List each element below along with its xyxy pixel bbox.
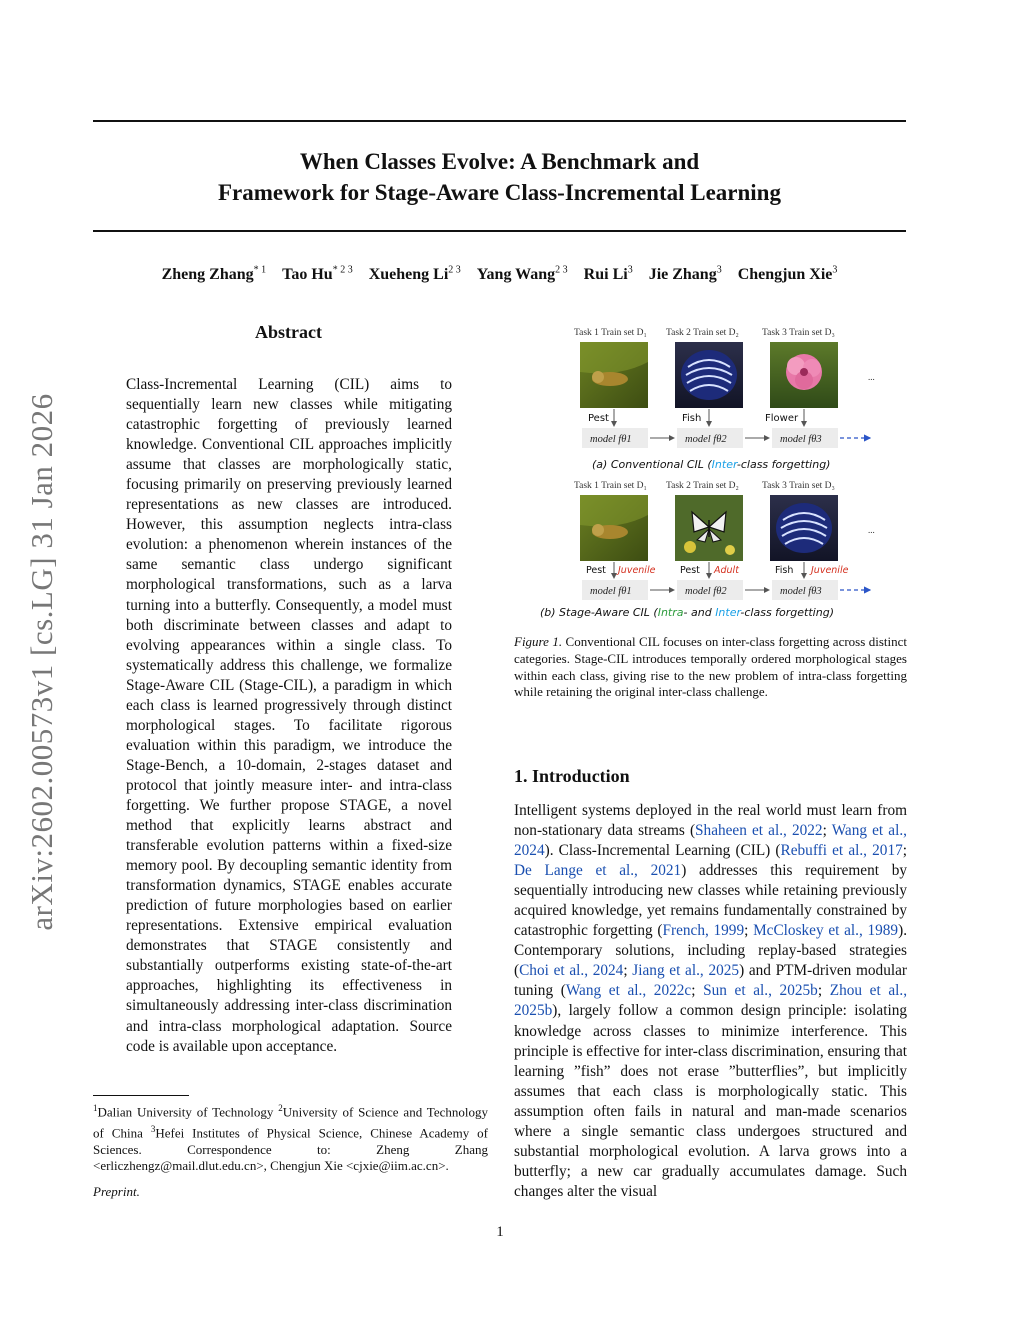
author-list bbox=[93, 265, 906, 284]
pest-larva-image bbox=[580, 342, 648, 408]
author: Jie Zhang$^3$ bbox=[648, 265, 722, 284]
model-label-b1: model fθ1 bbox=[590, 586, 632, 597]
author: Tao $Hu^{* 2 3}$ bbox=[282, 265, 353, 284]
stage-juvenile-b1: Juvenile bbox=[618, 565, 656, 576]
task2-header-b: Task 2 Train set D₂ bbox=[666, 481, 739, 491]
citation-link[interactable]: McCloskey et al., 1989 bbox=[753, 922, 899, 940]
ellipsis-b: ... bbox=[868, 525, 875, 535]
subcaption-a: (a) Conventional CIL (Inter-class forgetting) bbox=[592, 458, 831, 471]
figure-1-caption: Figure 1. Conventional CIL focuses on inter-class forgetting across distinct categories. Stage-CIL introduces temporally ordered morphological stages within each class, giving rise to the new problem of intra-class forgetting while retaining the original inter-class challenge. bbox=[514, 634, 908, 700]
abstract-body: Class-Incremental Learning (CIL) aims to sequentially learn new classes while mitigating catastrophic forgetting of previously learned knowledge. Conventional CIL approaches implicitly assume that classes are morphologically static, focusing primarily on preserving previously learned representations as new classes are introduced. However, this assumption neglects intra-class evolution: a phenomenon wherein instances of the same semantic class undergo significant morphological transformations, such as a larva turning into a butterfly. Consequently, a model must both discriminate between classes and adapt to evolving appearances within a single class. To systematically address this challenge, we formalize Stage-Aware CIL (Stage-CIL), a paradigm in which each class is learned progressively through distinct morphological stages. To facilitate rigorous evaluation within this paradigm, we introduce the Stage-Bench, a 10-domain, 2-stages dataset and protocol that jointly measure inter- and intra-class forgetting. We further propose STAGE, a novel method that explicitly learns abstract and transferable evolution patterns within a fixed-size memory pool. By decoupling semantic identity from transformation dynamics, STAGE enables accurate prediction of future morphologies based on earlier representations. Extensive empirical evaluation demonstrates that STAGE consistently and substantially outperforms existing state-of-the-art approaches, highlighting its effectiveness in simultaneously addressing inter-class discrimination and intra-class morphological adaptation. Source code is available upon acceptance. bbox=[126, 376, 452, 1055]
butterfly-image bbox=[675, 495, 743, 561]
label-fish-b3: Fish bbox=[775, 565, 794, 576]
fish-image-b bbox=[770, 495, 838, 561]
citation-link[interactable]: Zhou et al., 2025b bbox=[514, 982, 908, 1020]
author: Chengjun Xie$^3$ bbox=[737, 265, 838, 284]
task3-header-b: Task 3 Train set D₃ bbox=[762, 481, 835, 491]
model-label-b3: model fθ3 bbox=[780, 586, 822, 597]
citation-link[interactable]: Wang et al., 2024 bbox=[514, 822, 907, 860]
citation-link[interactable]: Jiang et al., 2025 bbox=[632, 962, 740, 980]
pest-larva-image-b bbox=[580, 495, 648, 561]
title-bottom-rule bbox=[93, 230, 906, 232]
label-flower-a: Flower bbox=[765, 413, 799, 424]
label-fish-a: Fish bbox=[682, 413, 702, 424]
title-line-2: Framework for Stage-Aware Class-Incremental Learning bbox=[218, 180, 781, 205]
fish-image bbox=[675, 342, 743, 408]
preprint-label: Preprint. bbox=[93, 1184, 140, 1199]
citation-link[interactable]: French, 1999 bbox=[662, 922, 745, 940]
citation-link[interactable]: Sun et al., 2025b bbox=[703, 982, 818, 1000]
author: Rui Li$^3$ bbox=[583, 265, 633, 284]
citation-link[interactable]: Choi et al., 2024 bbox=[519, 962, 624, 980]
model-label-a3: model fθ3 bbox=[780, 434, 822, 445]
task1-header-a: Task 1 Train set D₁ bbox=[574, 328, 647, 338]
task3-header-a: Task 3 Train set D₃ bbox=[762, 328, 835, 338]
paper-title bbox=[93, 146, 906, 208]
task1-header-b: Task 1 Train set D₁ bbox=[574, 481, 647, 491]
author: Yang Wang$^{2 3}$ bbox=[476, 265, 568, 284]
arxiv-sidebar-id: arXiv:2602.00573v1 [cs.LG] 31 Jan 2026 bbox=[24, 393, 59, 931]
stage-juvenile-b3: Juvenile bbox=[811, 565, 849, 576]
introduction-body: Intelligent systems deployed in the real world must learn from non-stationary data streams (Shaheen et al., 2022; Wang et al., 2024). Class-Incremental Learning (CIL) (Rebuffi et al., 2017; De Lange et al., 2021) addresses this requirement by sequentially introducing new classes while retaining previously acquired knowledge, yet remains fundamentally constrained by catastrophic forgetting (French, 1999; McCloskey et al., 1989). Contemporary solutions, including replay-based strategies (Choi et al., 2024; Jiang et al., 2025) and PTM-driven modular tuning (Wang et al., 2022c; Sun et al., 2025b; Zhou et al., 2025b), largely follow a common design principle: isolating knowledge across classes to minimize interference. This principle is effective for inter-class discrimination, ensuring that learning ”fish” does not erase ”butterflies”, but implicitly assumes that each class is morphologically static. This assumption often fails in natural and man-made scenarios where a single semantic class undergoes structured and substantial morphological evolution. A larva grows into a butterfly; a new car gradually accumulates damage. Such changes alter the visual bbox=[514, 802, 908, 1200]
title-line-1: When Classes Evolve: A Benchmark and bbox=[299, 149, 700, 174]
stage-adult-b2: Adult bbox=[714, 565, 739, 576]
page-number: 1 bbox=[496, 1224, 504, 1240]
citation-link[interactable]: Shaheen et al., 2022 bbox=[695, 822, 823, 840]
citation-link[interactable]: Rebuffi et al., 2017 bbox=[780, 842, 903, 860]
model-label-a2: model fθ2 bbox=[685, 434, 727, 445]
model-label-b2: model fθ2 bbox=[685, 586, 727, 597]
model-label-a1: model fθ1 bbox=[590, 434, 632, 445]
flower-image bbox=[770, 342, 838, 408]
top-rule bbox=[93, 120, 906, 122]
subcaption-b: (b) Stage-Aware CIL (Intra- and Inter-class forgetting) bbox=[540, 606, 834, 619]
citation-link[interactable]: Wang et al., 2022c bbox=[565, 982, 692, 1000]
figure-1 bbox=[540, 322, 890, 627]
ellipsis-a: ... bbox=[868, 372, 875, 382]
author: Xueheng $Li^{2 3}$ bbox=[368, 265, 461, 284]
introduction-heading: 1. Introduction bbox=[514, 766, 630, 786]
citation-link[interactable]: De Lange et al., 2021 bbox=[514, 862, 682, 880]
task2-header-a: Task 2 Train set D₂ bbox=[666, 328, 739, 338]
footnote-rule bbox=[93, 1095, 189, 1096]
author: Zheng Zhang$^{* 1}$ bbox=[161, 265, 267, 284]
affiliation-footnote: $^1$Dalian University of Technology $^2$University of Science and Technology of China $^3$Hefei Institutes of Physical Science, Chinese Academy of Sciences. Correspondence to: Zheng Zhang <erliczhengz@mail.dlut.edu.cn>, Chengjun Xie <cjxie@iim.ac.cn>. bbox=[93, 1103, 488, 1174]
label-pest-b2: Pest bbox=[680, 565, 700, 576]
label-pest-b1: Pest bbox=[586, 565, 606, 576]
label-pest-a: Pest bbox=[588, 413, 609, 424]
abstract-heading: Abstract bbox=[255, 322, 322, 342]
